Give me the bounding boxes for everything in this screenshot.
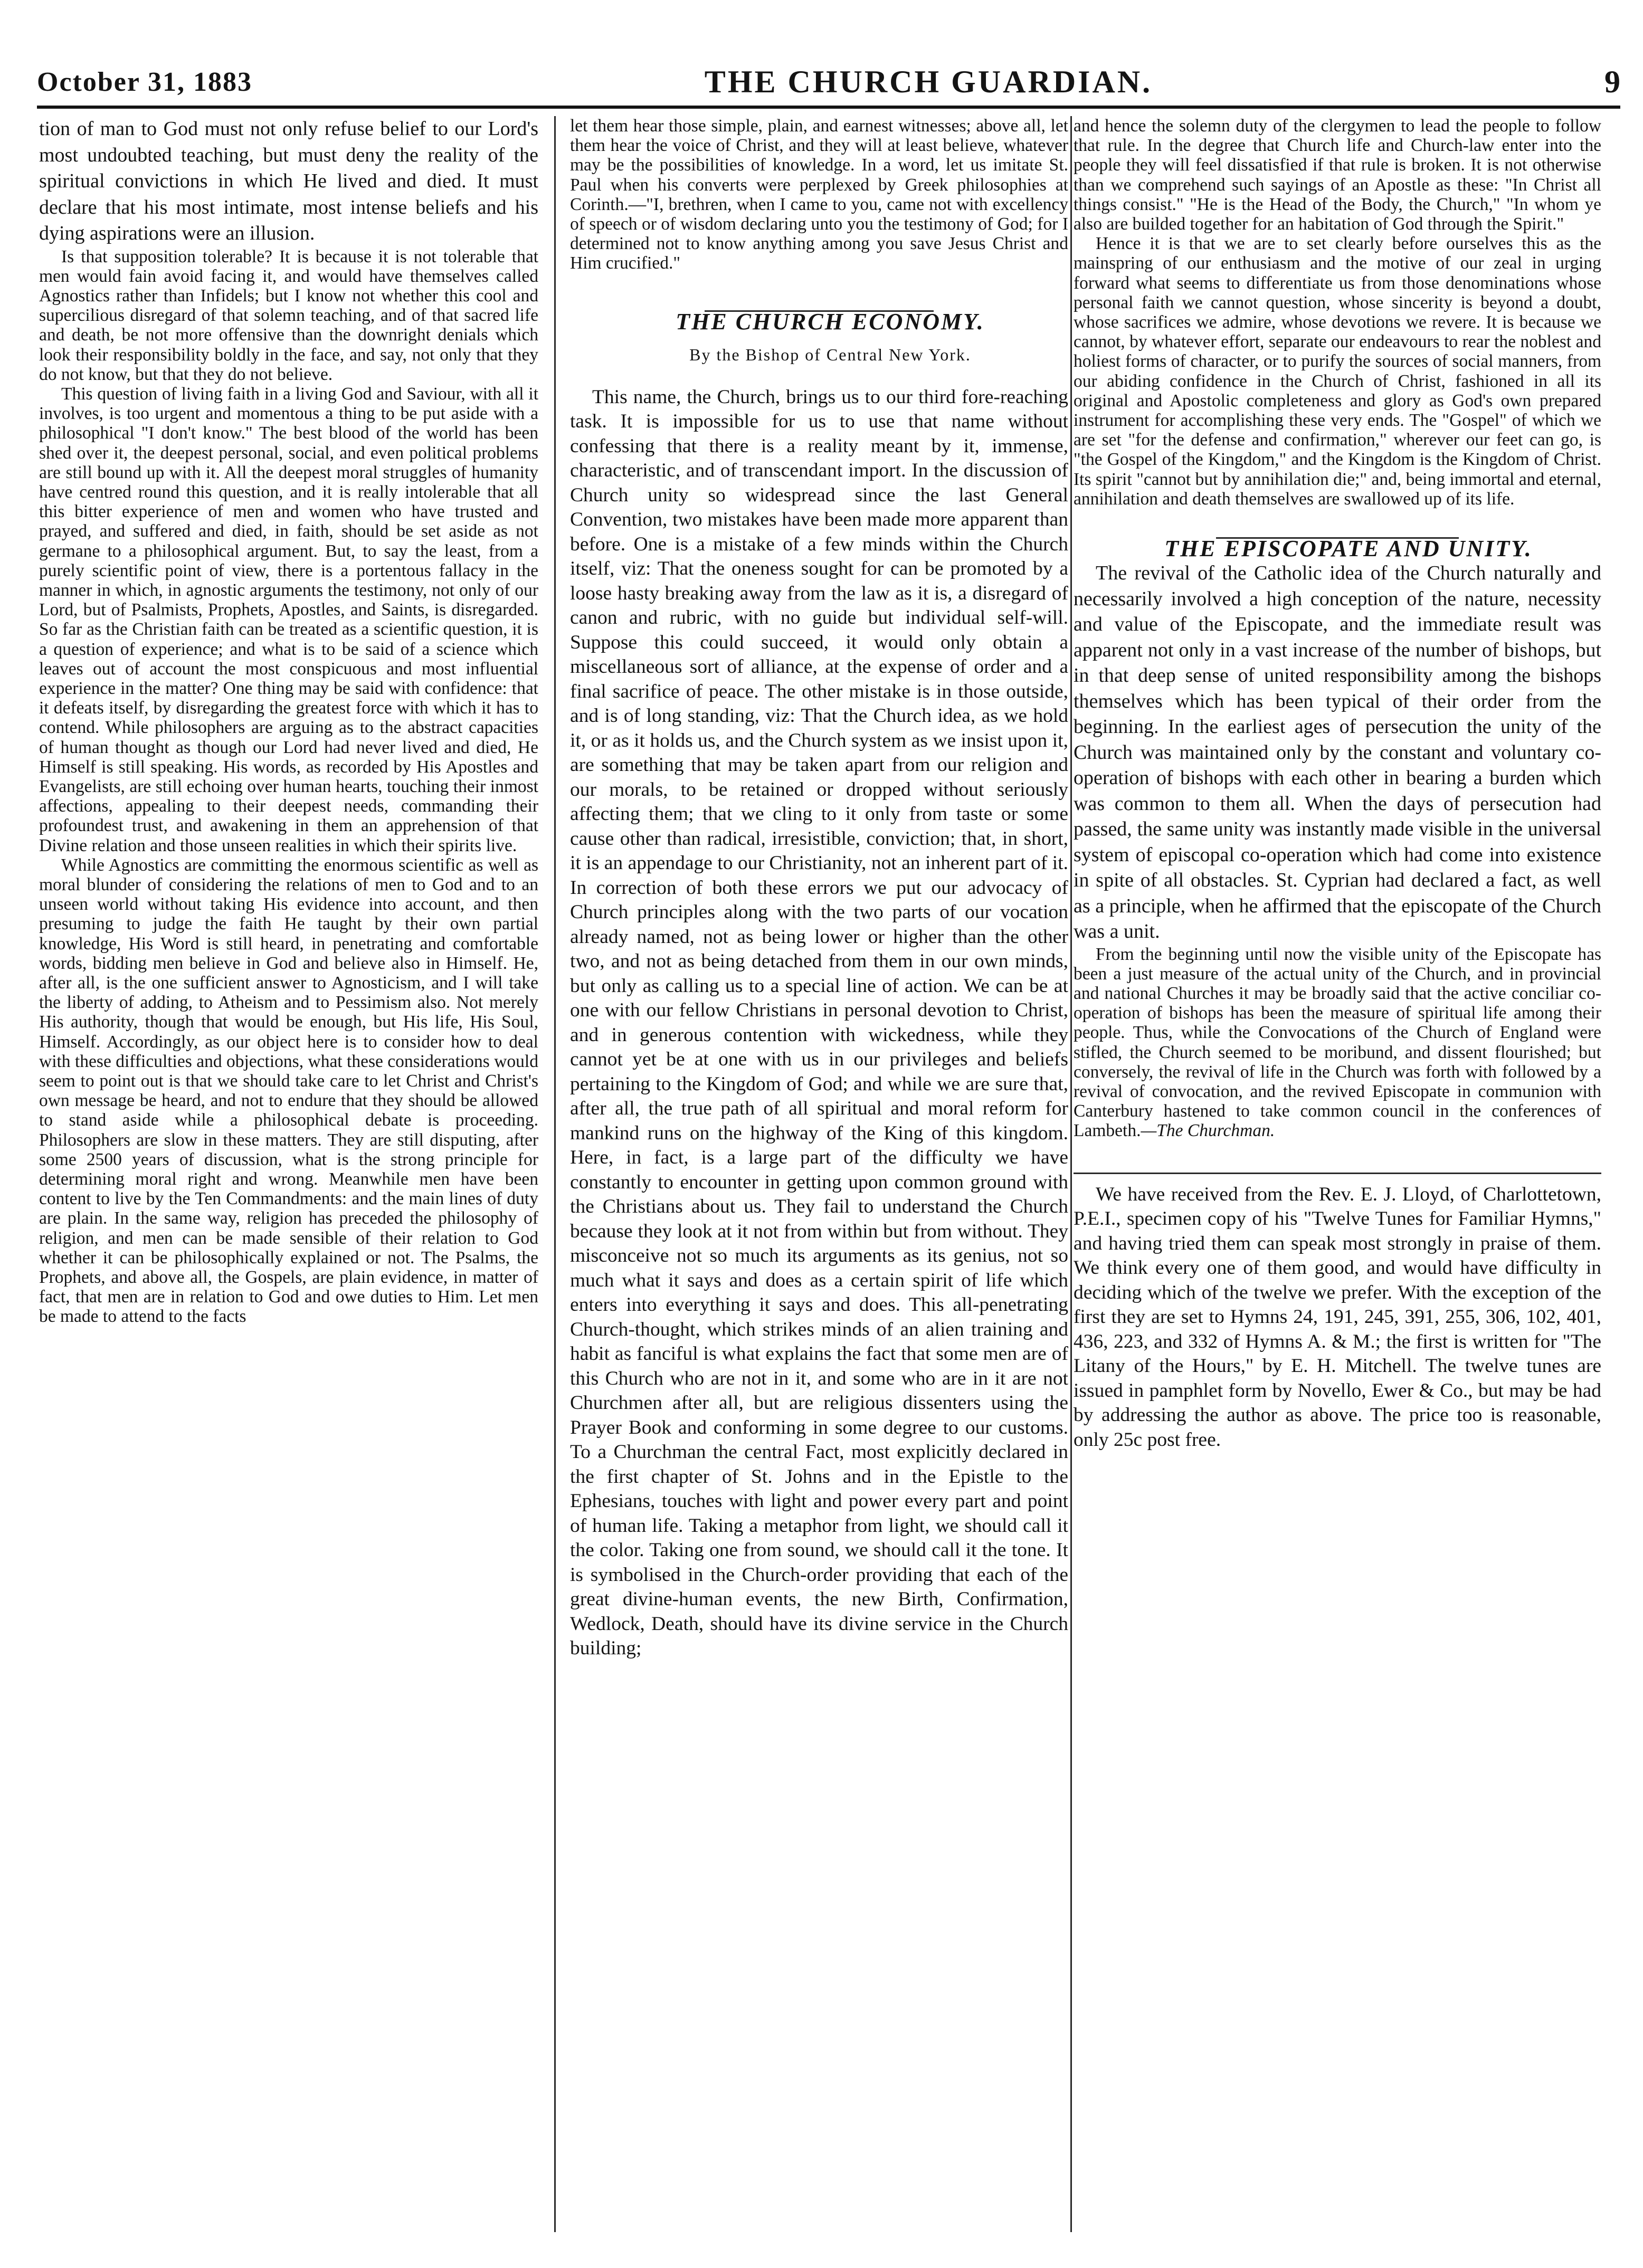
notice-block: [1074, 1141, 1601, 1453]
heading-block: [1074, 509, 1601, 560]
column-rule: [1070, 116, 1072, 2232]
column-3: [1074, 116, 1601, 2232]
heading-block: [570, 273, 1068, 335]
paragraph: Hence it is that we are to set clearly before ourselves this as the mainspring of our enthusiasm and the motive of our zeal in urging forward what seems to differentiate us from those denominations whose personal faith we cannot question, whose sincerity is beyond a doubt, whose sacrifices we admire, whose devotions we revere. It is because we cannot, by whatever effort, separate our endeavours to rear the noblest and holiest forms of character, or to purify the sources of social manners, from our abiding confidence in the Church of Christ, fashioned in all its original and Apostolic completeness and glory as God's own prepared instrument for accomplishing these very ends. The "Gospel" of which we are set "for the defense and confirmation," wherever our feet can go, is "the Gospel of the Kingdom," and the Kingdom is the Kingdom of Christ. Its spirit "cannot but by annihilation die;" and, being immortal and eternal, annihilation and death themselves are swallowed up of its life.: [1074, 234, 1601, 509]
column-rule: [554, 116, 556, 2232]
paragraph: Is that supposition tolerable? It is because it is not tolerable that men would fain avoid facing it, and would have themselves called Agnostics rather than Infidels; but I know not whether this cool and supercilious disregard of that solemn teaching, and of that sacred life and death, be not more offensive than the downright denials which look their responsibility boldly in the face, and say, not only that they do not know, but that they do not believe.: [39, 246, 538, 384]
newspaper-title: THE CHURCH GUARDIAN.: [704, 64, 1153, 99]
divider: [1074, 1173, 1601, 1174]
page-number: 9: [1604, 64, 1620, 99]
paragraph: tion of man to God must not only refuse belief to our Lord's most undoubted teaching, but must deny the reality of the spiritual convictions in which He lived and died. It must declare that his most intimate, most intense beliefs and his dying aspirations were an illusion.: [39, 118, 538, 244]
paragraph: This question of living faith in a living God and Saviour, with all it involves, is too urgent and momentous a thing to be put aside with a philosophical "I don't know." The best blood of the world has been shed over it, the deepest personal, social, and even political problems are still bound up with it. All the deepest moral struggles of humanity have centred round this question, and it is really intolerable that all this bitter experience of men and women who have trusted and prayed, and suffered and died, in faith, should be set aside as not germane to a philosophical argument. But, to say the least, from a purely scientific point of view, there is a portentous fallacy in the manner in which, in agnostic arguments the testimony, not only of our Lord, but of Psalmists, Prophets, Apostles, and Saints, is disregarded. So far as the Christian faith can be treated as a scientific question, it is a question of experience; and what is to be said of a science which leaves out of account the most conspicuous and most influential experience in the matter? One thing may be said with confidence: that it defeats itself, by disregarding the greatest force with which it has to contend. While philosophers are arguing as to the abstract capacities of human thought as though our Lord had never lived and died, He Himself is still speaking. His words, as recorded by His Apostles and Evangelists, are still echoing over human hearts, touching their inmost affections, appealing to their deepest needs, commanding their profoundest trust, and awakening in them an apprehension of that Divine relation and those unseen realities in which their spirits live.: [39, 384, 538, 855]
masthead: [37, 58, 1620, 109]
column-2: [570, 116, 1068, 2232]
paragraph: let them hear those simple, plain, and earnest witnesses; above all, let them hear the voice of Christ, and they will at least believe, whatever may be the possibilities of knowledge. In a word, let us imitate St. Paul when his converts were perplexed by Greek philosophies at Corinth.—"I, brethren, when I came to you, came not with excellency of speech or of wisdom declaring unto you the testimony of God; for I determined not to know anything among you save Jesus Christ and Him crucified.": [570, 116, 1068, 273]
paragraph: [1074, 945, 1601, 1141]
article-heading: THE EPISCOPATE AND UNITY.: [1164, 536, 1533, 562]
issue-date: October 31, 1883: [37, 66, 252, 97]
paragraph: While Agnostics are committing the enormous scientific as well as moral blunder of considering the relations of men to God and to an unseen world without taking His evidence into account, and then presuming to judge the faith He taught by their own partial knowledge, His Word is still heard, in penetrating and comfortable words, bidding men believe in God and believe also in Himself. He, after all, is the one sufficient answer to Agnosticism, and I will take the liberty of adding, to Atheism and to Pessimism also. Not merely His authority, though that would be enough, but His life, His Soul, Himself. Accordingly, as our object here is to consider how to deal with these difficulties and objections, what these considerations would seem to point out is that we should take care to let Christ and Christ's own message be heard, and not to endure that they should be allowed to stand aside while a philosophical debate is proceeding. Philosophers are slow in these matters. They are still disputing, after some 2500 years of discussion, what is the strong principle for determining moral right and wrong. Meanwhile men have been content to live by the Ten Commandments: and the main lines of duty are plain. In the same way, religion has preceded the philosophy of religion, and men can be made sensible of their relation to God whether it can be philosophically explained or not. The Psalms, the Prophets, and above all, the Gospels, are plain evidence, in matter of fact, that men are in relation to God and owe duties to Him. Let men be made to attend to the facts: [39, 855, 538, 1327]
paragraph: This name, the Church, brings us to our third fore-reaching task. It is impossible for us to use that name without confessing that there is a reality meant by it, immense, characteristic, and of transcendant import. In the discussion of Church unity so widespread since the last General Convention, two mistakes have been made more apparent than before. One is a mistake of a few minds within the Church itself, viz: That the oneness sought for can be promoted by a loose hasty breaking away from the law as it is, a disregard of canon and rubric, with no guide but individual self-will. Suppose this could succeed, it would only obtain a miscellaneous sort of alliance, at the expense of order and a final sacrifice of peace. The other mistake is in those outside, and is of long standing, viz: That the Church idea, as we hold it, or as it holds us, and the Church system as we insist upon it, are something that may be taken apart from our religion and our morals, to be retained or dropped without seriously affecting them; that we cling to it only from taste or some cause other than radical, irresistible, conviction; that, in short, it is an appendage to our Christianity, not an inherent part of it. In correction of both these errors we put our advocacy of Church principles along with the two parts of our vocation already named, not as being lower or higher than the other two, and not as being detached from them in our own minds, but only as calling us to a special line of action. We can be at one with our fellow Christians in personal devotion to Christ, and in generous contention with wickedness, while they cannot yet be at one with us in our privileges and beliefs pertaining to the Kingdom of God; and while we are sure that, after all, the true path of all spiritual and moral reform for mankind runs on the highway of the King of this kingdom. Here, in fact, is a large part of the difficulty we have constantly to encounter in getting upon common ground with the Christians about us. They fail to understand the Church because they look at it not from within but from without. They misconceive not so much its arguments as its genius, not so much what it says and does as a certain spirit of life which enters into everything it says and does. This all-penetrating Church-thought, which strikes minds of an alien training and habit as fanciful is what explains the fact that some men are of this Church who are not in it, and some who are in it are not Churchmen after all, but are religious dissenters using the Prayer Book and conforming in some degree to our customs. To a Churchman the central Fact, most explicitly declared in the first chapter of St. Johns and in the Epistle to the Ephesians, touches with light and power every part and point of human life. Taking a metaphor from light, we should call it the color. Taking one from sound, we should call it the tone. It is symbolised in the Church-order providing that each of the great divine-human events, the new Birth, Confirmation, Wedlock, Death, should have its divine service in the Church building;: [570, 386, 1068, 1660]
paragraph-text: From the beginning until now the visible unity of the Episcopate has been a just measure of the actual unity of the Church, and in provincial and national Churches it may be broadly said that the active conciliar co-operation of bishops has been the measure of spiritual life among their people. Thus, while the Convocations of the Church of England were stifled, the Church seemed to be moribund, and dissent flourished; but conversely, the revival of life in the Church was forth with followed by a revival of convocation, and the revived Episcopate in communion with Canterbury hastened to take common council in the conferences of Lambeth.: [1074, 944, 1601, 1141]
paragraph: and hence the solemn duty of the clergymen to lead the people to follow that rule. In the degree that Church life and Church-law enter into the people they will feel dissatisfied if that rule is broken. It is not otherwise than we comprehend such sayings of an Apostle as these: "In Christ all things consist." "He is the Head of the Body, the Church," "In whom ye also are builded together for an habitation of God through the Spirit.": [1074, 116, 1601, 234]
paragraph: We have received from the Rev. E. J. Lloyd, of Charlottetown, P.E.I., specimen copy of his "Twelve Tunes for Familiar Hymns," and having tried them can speak most strongly in praise of them. We think every one of them good, and would have difficulty in deciding which of the twelve we prefer. With the exception of the first they are set to Hymns 24, 191, 245, 391, 255, 306, 102, 401, 436, 223, and 332 of Hymns A. & M.; the first is written for "The Litany of the Hours," by E. H. Mitchell. The twelve tunes are issued in pamphlet form by Novello, Ewer & Co., but may be had by addressing the author as above. The price too is reasonable, only 25c post free.: [1074, 1183, 1601, 1451]
article-byline: By the Bishop of Central New York.: [689, 345, 971, 364]
source-attribution: —The Churchman.: [1141, 1121, 1275, 1141]
column-1: [39, 116, 538, 2232]
article-heading: THE CHURCH ECONOMY.: [676, 308, 985, 335]
paragraph: The revival of the Catholic idea of the Church naturally and necessarily involved a high conception of the nature, necessity and value of the Episcopate, and the immediate result was apparent not only in a vast increase of the number of bishops, but in that deep sense of united responsibility among the bishops themselves which has been typical of their order from the beginning. In the earliest ages of persecution the unity of the Church was maintained only by the constant and voluntary co-operation of bishops with each other in bearing a burden which was common to them all. When the days of persecution had passed, the same unity was instantly made visible in the universal system of episcopal co-operation which had come into existence in spite of all obstacles. St. Cyprian had declared a fact, as well as a principle, when he affirmed that the episcopate of the Church was a unit.: [1074, 562, 1601, 943]
